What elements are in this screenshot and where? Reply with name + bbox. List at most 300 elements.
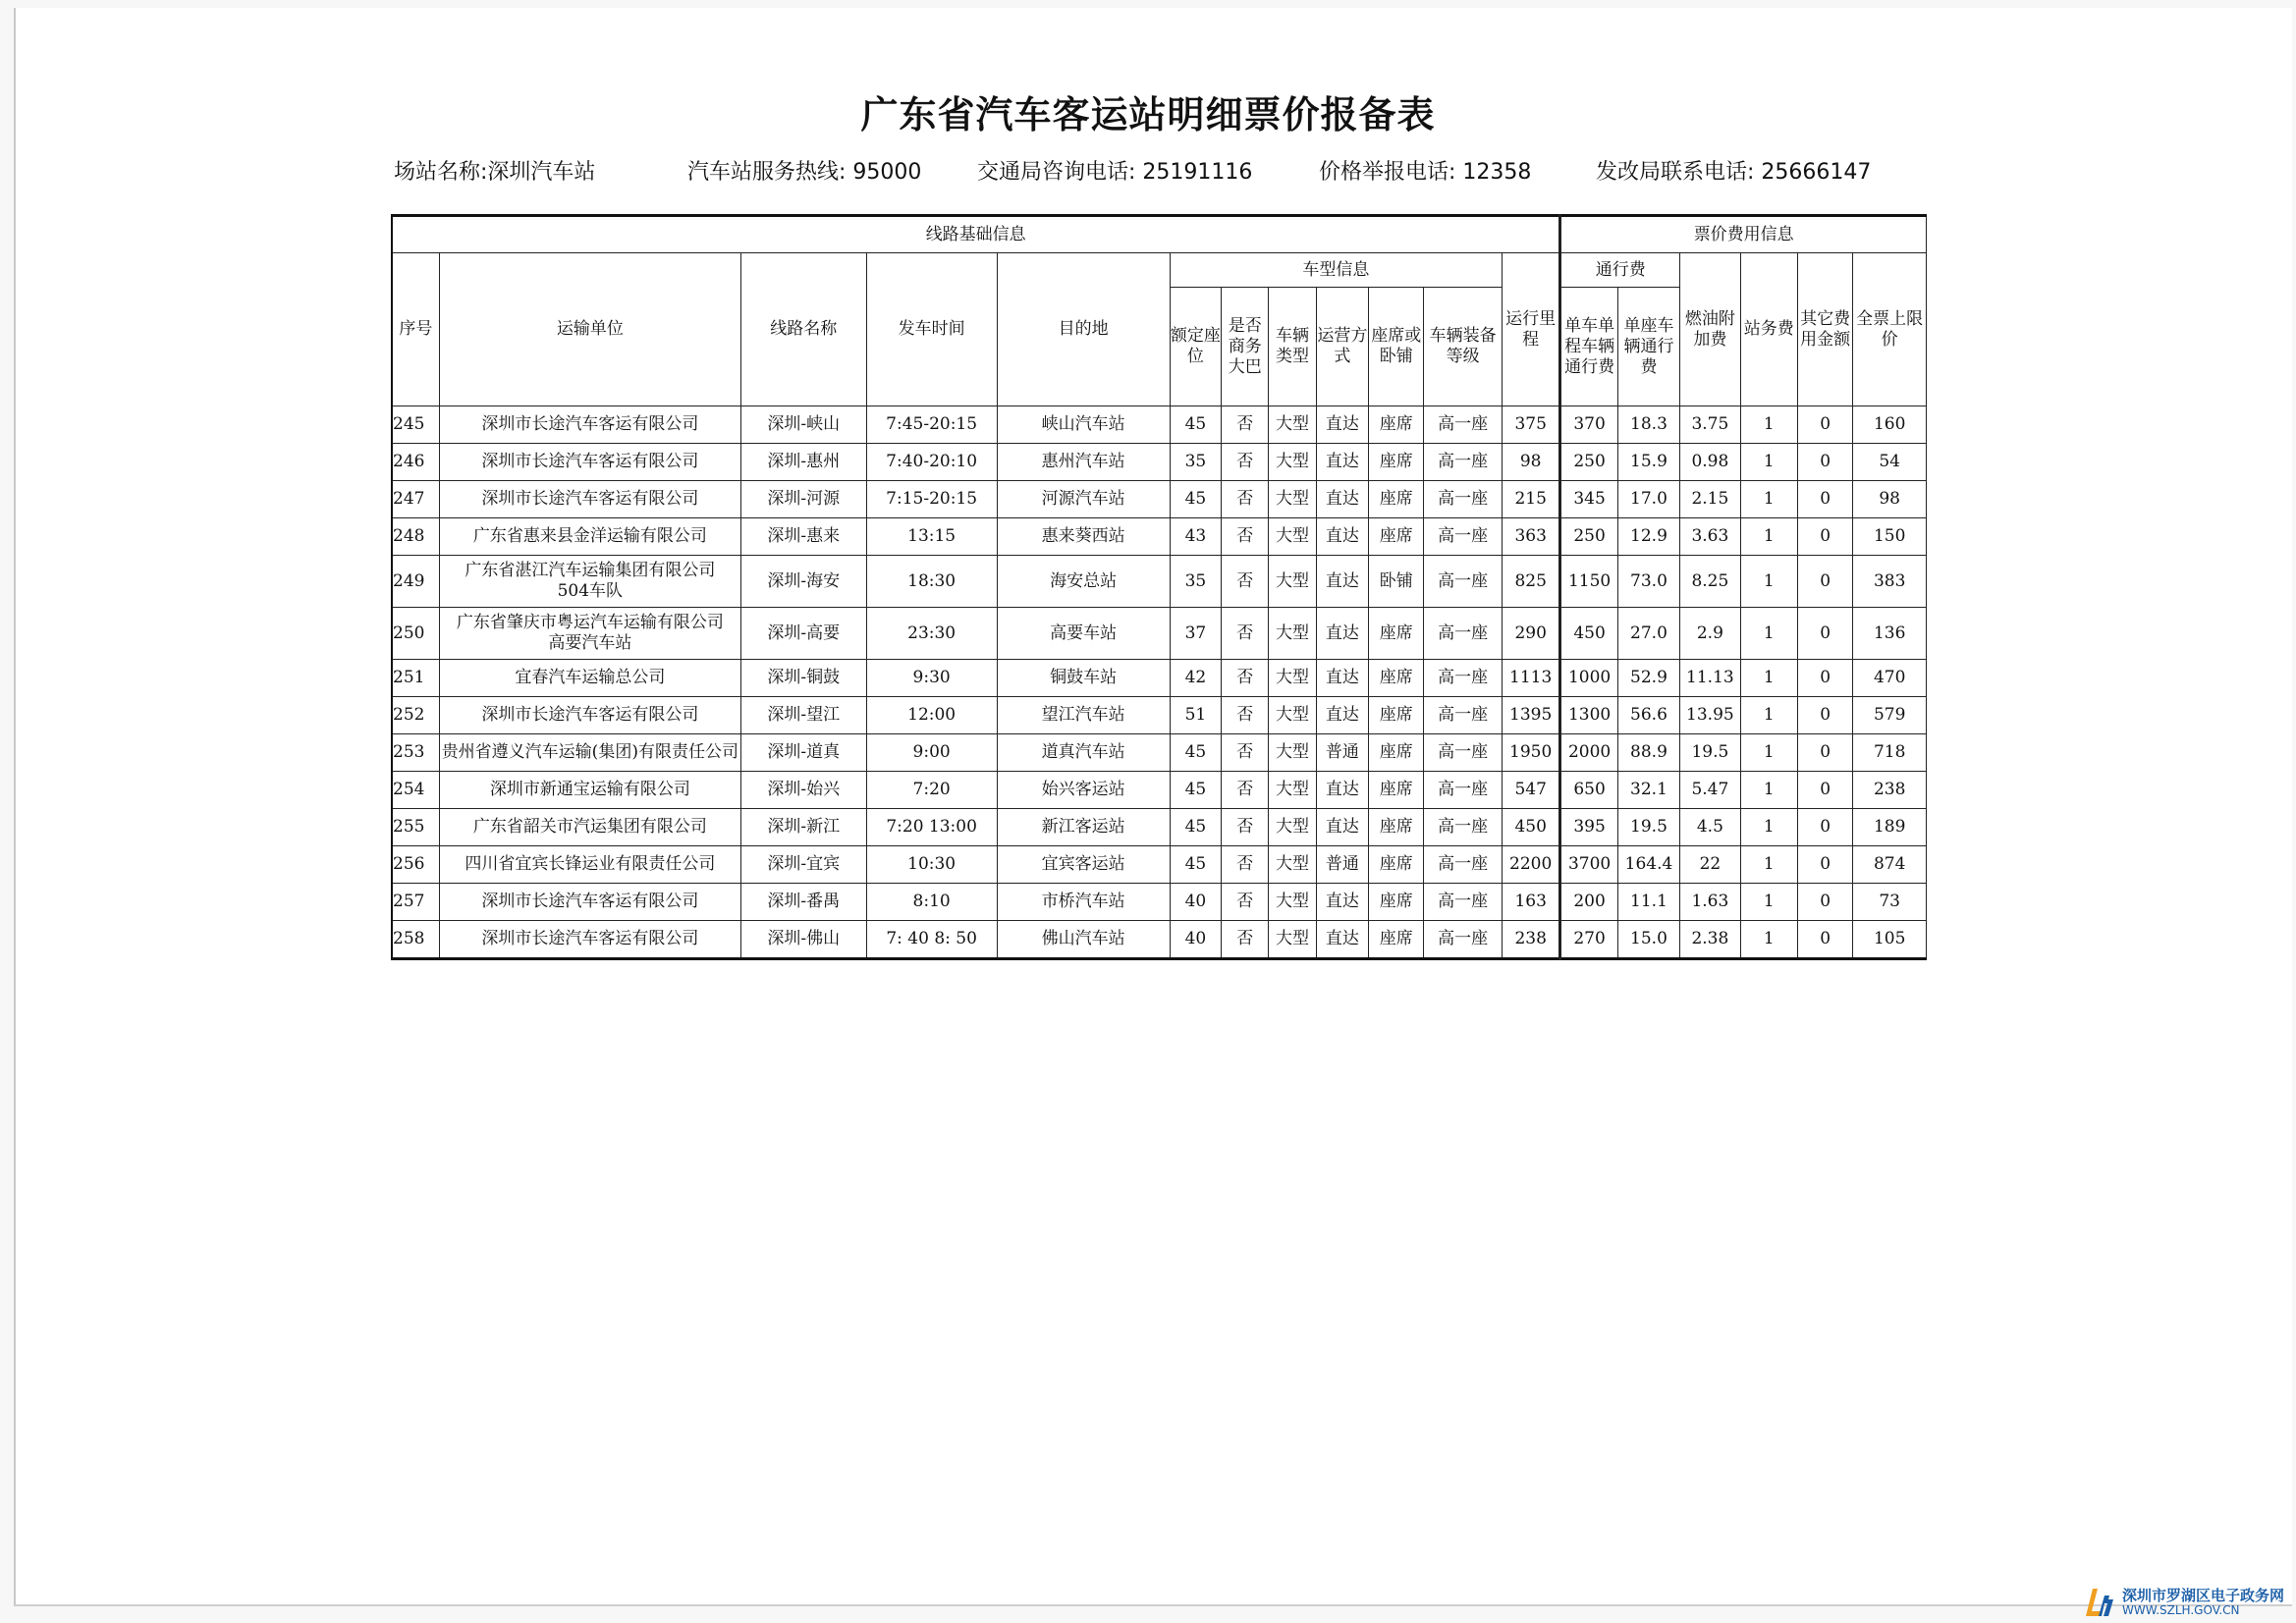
header-business-bus: 是否商务大巴 <box>1222 288 1269 406</box>
table-row <box>392 734 1927 772</box>
cell-operation-mode: 直达 <box>1316 406 1368 444</box>
cell-fuel-surcharge: 3.63 <box>1680 518 1740 556</box>
cell-rated-seats: 42 <box>1170 660 1221 697</box>
cell-vehicle-grade: 高一座 <box>1424 884 1503 921</box>
cell-depart-time: 7:20 13:00 <box>866 809 997 846</box>
header-single-vehicle-toll: 单车单程车辆通行费 <box>1560 288 1617 406</box>
cell-seat-or-sleeper: 座席 <box>1369 660 1424 697</box>
cell-mileage: 98 <box>1502 444 1559 481</box>
header-other-fees: 其它费用金额 <box>1797 253 1852 406</box>
cell-vehicle-grade: 高一座 <box>1424 406 1503 444</box>
header-vehicle-info: 车型信息 <box>1170 253 1502 288</box>
cell-vehicle-grade: 高一座 <box>1424 734 1503 772</box>
cell-operation-mode: 直达 <box>1316 608 1368 660</box>
cell-carrier: 深圳市新通宝运输有限公司 <box>439 772 740 809</box>
cell-destination: 新江客运站 <box>997 809 1170 846</box>
cell-mileage: 825 <box>1502 556 1559 608</box>
cell-business-bus: 否 <box>1222 660 1269 697</box>
cell-single-vehicle-toll: 1000 <box>1560 660 1617 697</box>
cell-other-fees: 0 <box>1797 697 1852 734</box>
cell-rated-seats: 35 <box>1170 556 1221 608</box>
cell-seq: 249 <box>392 556 439 608</box>
cell-business-bus: 否 <box>1222 406 1269 444</box>
cell-destination: 惠州汽车站 <box>997 444 1170 481</box>
cell-depart-time: 18:30 <box>866 556 997 608</box>
cell-route: 深圳-惠来 <box>740 518 866 556</box>
cell-destination: 市桥汽车站 <box>997 884 1170 921</box>
cell-rated-seats: 37 <box>1170 608 1221 660</box>
table-row <box>392 772 1927 809</box>
cell-carrier: 贵州省遵义汽车运输(集团)有限责任公司 <box>439 734 740 772</box>
header-seq: 序号 <box>392 253 439 406</box>
cell-depart-time: 9:00 <box>866 734 997 772</box>
cell-destination: 海安总站 <box>997 556 1170 608</box>
cell-operation-mode: 普通 <box>1316 734 1368 772</box>
table-row <box>392 809 1927 846</box>
cell-destination: 惠来葵西站 <box>997 518 1170 556</box>
table-row <box>392 697 1927 734</box>
cell-full-fare-cap: 54 <box>1853 444 1927 481</box>
cell-single-vehicle-toll: 450 <box>1560 608 1617 660</box>
cell-station-fee: 1 <box>1740 697 1797 734</box>
cell-other-fees: 0 <box>1797 406 1852 444</box>
cell-seq: 253 <box>392 734 439 772</box>
cell-operation-mode: 直达 <box>1316 660 1368 697</box>
cell-vehicle-type: 大型 <box>1269 697 1316 734</box>
cell-seat-or-sleeper: 座席 <box>1369 518 1424 556</box>
cell-vehicle-type: 大型 <box>1269 518 1316 556</box>
cell-fuel-surcharge: 8.25 <box>1680 556 1740 608</box>
cell-business-bus: 否 <box>1222 556 1269 608</box>
cell-seat-or-sleeper: 座席 <box>1369 809 1424 846</box>
cell-mileage: 547 <box>1502 772 1559 809</box>
table-row <box>392 921 1927 959</box>
cell-business-bus: 否 <box>1222 518 1269 556</box>
cell-seat-or-sleeper: 卧铺 <box>1369 556 1424 608</box>
cell-fuel-surcharge: 11.13 <box>1680 660 1740 697</box>
cell-operation-mode: 直达 <box>1316 921 1368 959</box>
cell-vehicle-type: 大型 <box>1269 406 1316 444</box>
table-row <box>392 846 1927 884</box>
cell-rated-seats: 40 <box>1170 884 1221 921</box>
cell-seq: 255 <box>392 809 439 846</box>
header-station-fee: 站务费 <box>1740 253 1797 406</box>
header-rated-seats: 额定座位 <box>1170 288 1221 406</box>
cell-route: 深圳-峡山 <box>740 406 866 444</box>
cell-mileage: 238 <box>1502 921 1559 959</box>
cell-mileage: 363 <box>1502 518 1559 556</box>
cell-station-fee: 1 <box>1740 406 1797 444</box>
cell-seq: 256 <box>392 846 439 884</box>
cell-vehicle-type: 大型 <box>1269 809 1316 846</box>
cell-carrier: 深圳市长途汽车客运有限公司 <box>439 444 740 481</box>
cell-other-fees: 0 <box>1797 734 1852 772</box>
lh-logo-icon <box>2083 1586 2116 1619</box>
cell-carrier: 深圳市长途汽车客运有限公司 <box>439 921 740 959</box>
cell-business-bus: 否 <box>1222 697 1269 734</box>
price-report-phone: 价格举报电话: 12358 <box>1319 160 1532 185</box>
cell-depart-time: 23:30 <box>866 608 997 660</box>
cell-single-vehicle-toll: 650 <box>1560 772 1617 809</box>
station-hotline: 汽车站服务热线: 95000 <box>687 160 922 185</box>
cell-mileage: 375 <box>1502 406 1559 444</box>
footer-logo <box>2083 1586 2284 1619</box>
cell-single-seat-toll: 19.5 <box>1617 809 1679 846</box>
header-toll: 通行费 <box>1560 253 1680 288</box>
header-vehicle-type: 车辆类型 <box>1269 288 1316 406</box>
cell-fuel-surcharge: 4.5 <box>1680 809 1740 846</box>
cell-depart-time: 7: 40 8: 50 <box>866 921 997 959</box>
carrier-line-1: 广东省肇庆市粤运汽车运输有限公司 <box>456 613 724 632</box>
table-row <box>392 406 1927 444</box>
fare-table <box>391 214 1927 960</box>
cell-other-fees: 0 <box>1797 481 1852 518</box>
cell-other-fees: 0 <box>1797 556 1852 608</box>
cell-seq: 254 <box>392 772 439 809</box>
cell-route: 深圳-惠州 <box>740 444 866 481</box>
cell-vehicle-type: 大型 <box>1269 608 1316 660</box>
cell-fuel-surcharge: 2.9 <box>1680 608 1740 660</box>
cell-mileage: 1113 <box>1502 660 1559 697</box>
table-row <box>392 660 1927 697</box>
footer-site-url: WWW.SZLH.GOV.CN <box>2121 1603 2240 1617</box>
table-row <box>392 481 1927 518</box>
cell-full-fare-cap: 470 <box>1853 660 1927 697</box>
cell-destination: 佛山汽车站 <box>997 921 1170 959</box>
cell-carrier: 深圳市长途汽车客运有限公司 <box>439 481 740 518</box>
cell-destination: 道真汽车站 <box>997 734 1170 772</box>
cell-seq: 245 <box>392 406 439 444</box>
cell-route: 深圳-海安 <box>740 556 866 608</box>
cell-other-fees: 0 <box>1797 608 1852 660</box>
cell-full-fare-cap: 73 <box>1853 884 1927 921</box>
cell-seat-or-sleeper: 座席 <box>1369 921 1424 959</box>
cell-depart-time: 13:15 <box>866 518 997 556</box>
cell-fuel-surcharge: 2.38 <box>1680 921 1740 959</box>
cell-full-fare-cap: 150 <box>1853 518 1927 556</box>
cell-business-bus: 否 <box>1222 846 1269 884</box>
cell-station-fee: 1 <box>1740 884 1797 921</box>
header-single-seat-toll: 单座车辆通行费 <box>1617 288 1679 406</box>
table-row <box>392 556 1927 608</box>
cell-route: 深圳-铜鼓 <box>740 660 866 697</box>
cell-single-seat-toll: 73.0 <box>1617 556 1679 608</box>
group-fee-info: 票价费用信息 <box>1560 216 1927 253</box>
cell-single-vehicle-toll: 3700 <box>1560 846 1617 884</box>
cell-operation-mode: 直达 <box>1316 444 1368 481</box>
cell-route: 深圳-宜宾 <box>740 846 866 884</box>
carrier-line-2: 504车队 <box>557 581 624 601</box>
cell-seq: 257 <box>392 884 439 921</box>
cell-vehicle-grade: 高一座 <box>1424 772 1503 809</box>
cell-operation-mode: 直达 <box>1316 772 1368 809</box>
cell-business-bus: 否 <box>1222 608 1269 660</box>
cell-mileage: 2200 <box>1502 846 1559 884</box>
cell-full-fare-cap: 238 <box>1853 772 1927 809</box>
cell-mileage: 450 <box>1502 809 1559 846</box>
cell-destination: 河源汽车站 <box>997 481 1170 518</box>
cell-vehicle-type: 大型 <box>1269 772 1316 809</box>
cell-rated-seats: 45 <box>1170 406 1221 444</box>
cell-seat-or-sleeper: 座席 <box>1369 734 1424 772</box>
cell-station-fee: 1 <box>1740 809 1797 846</box>
cell-single-seat-toll: 18.3 <box>1617 406 1679 444</box>
cell-vehicle-grade: 高一座 <box>1424 518 1503 556</box>
cell-seq: 258 <box>392 921 439 959</box>
cell-seq: 246 <box>392 444 439 481</box>
cell-mileage: 1950 <box>1502 734 1559 772</box>
cell-seq: 251 <box>392 660 439 697</box>
header-carrier: 运输单位 <box>439 253 740 406</box>
cell-mileage: 163 <box>1502 884 1559 921</box>
cell-vehicle-grade: 高一座 <box>1424 846 1503 884</box>
cell-carrier: 广东省韶关市汽运集团有限公司 <box>439 809 740 846</box>
cell-vehicle-grade: 高一座 <box>1424 809 1503 846</box>
cell-vehicle-grade: 高一座 <box>1424 444 1503 481</box>
cell-rated-seats: 45 <box>1170 481 1221 518</box>
cell-destination: 高要车站 <box>997 608 1170 660</box>
cell-carrier: 广东省惠来县金洋运输有限公司 <box>439 518 740 556</box>
cell-depart-time: 8:10 <box>866 884 997 921</box>
cell-route: 深圳-始兴 <box>740 772 866 809</box>
cell-seat-or-sleeper: 座席 <box>1369 846 1424 884</box>
cell-station-fee: 1 <box>1740 556 1797 608</box>
cell-route: 深圳-河源 <box>740 481 866 518</box>
cell-mileage: 215 <box>1502 481 1559 518</box>
cell-seat-or-sleeper: 座席 <box>1369 481 1424 518</box>
cell-route: 深圳-高要 <box>740 608 866 660</box>
footer-site-name: 深圳市罗湖区电子政务网 <box>2121 1587 2284 1604</box>
cell-seq: 247 <box>392 481 439 518</box>
cell-seq: 250 <box>392 608 439 660</box>
cell-other-fees: 0 <box>1797 772 1852 809</box>
cell-vehicle-type: 大型 <box>1269 660 1316 697</box>
cell-single-vehicle-toll: 250 <box>1560 444 1617 481</box>
carrier-line-1: 广东省湛江汽车运输集团有限公司 <box>465 561 716 580</box>
cell-operation-mode: 直达 <box>1316 809 1368 846</box>
cell-seq: 248 <box>392 518 439 556</box>
cell-rated-seats: 40 <box>1170 921 1221 959</box>
cell-station-fee: 1 <box>1740 734 1797 772</box>
cell-business-bus: 否 <box>1222 921 1269 959</box>
cell-full-fare-cap: 579 <box>1853 697 1927 734</box>
cell-single-seat-toll: 52.9 <box>1617 660 1679 697</box>
cell-route: 深圳-番禺 <box>740 884 866 921</box>
cell-station-fee: 1 <box>1740 772 1797 809</box>
cell-rated-seats: 45 <box>1170 809 1221 846</box>
cell-single-vehicle-toll: 1300 <box>1560 697 1617 734</box>
cell-vehicle-grade: 高一座 <box>1424 608 1503 660</box>
cell-vehicle-type: 大型 <box>1269 444 1316 481</box>
cell-seat-or-sleeper: 座席 <box>1369 608 1424 660</box>
cell-single-vehicle-toll: 1150 <box>1560 556 1617 608</box>
cell-route: 深圳-佛山 <box>740 921 866 959</box>
cell-business-bus: 否 <box>1222 884 1269 921</box>
cell-operation-mode: 直达 <box>1316 556 1368 608</box>
cell-vehicle-grade: 高一座 <box>1424 556 1503 608</box>
cell-vehicle-type: 大型 <box>1269 556 1316 608</box>
cell-single-seat-toll: 17.0 <box>1617 481 1679 518</box>
cell-vehicle-type: 大型 <box>1269 884 1316 921</box>
cell-single-vehicle-toll: 250 <box>1560 518 1617 556</box>
cell-fuel-surcharge: 19.5 <box>1680 734 1740 772</box>
cell-full-fare-cap: 105 <box>1853 921 1927 959</box>
cell-single-vehicle-toll: 395 <box>1560 809 1617 846</box>
cell-business-bus: 否 <box>1222 734 1269 772</box>
cell-destination: 始兴客运站 <box>997 772 1170 809</box>
cell-depart-time: 12:00 <box>866 697 997 734</box>
transport-bureau-phone: 交通局咨询电话: 25191116 <box>977 160 1253 185</box>
header-depart-time: 发车时间 <box>866 253 997 406</box>
cell-fuel-surcharge: 2.15 <box>1680 481 1740 518</box>
cell-single-seat-toll: 15.0 <box>1617 921 1679 959</box>
cell-single-seat-toll: 88.9 <box>1617 734 1679 772</box>
cell-full-fare-cap: 136 <box>1853 608 1927 660</box>
cell-rated-seats: 45 <box>1170 772 1221 809</box>
header-seat-or-sleeper: 座席或卧铺 <box>1369 288 1424 406</box>
table-row <box>392 884 1927 921</box>
cell-rated-seats: 45 <box>1170 734 1221 772</box>
cell-rated-seats: 51 <box>1170 697 1221 734</box>
cell-seat-or-sleeper: 座席 <box>1369 406 1424 444</box>
cell-depart-time: 7:45-20:15 <box>866 406 997 444</box>
cell-single-seat-toll: 32.1 <box>1617 772 1679 809</box>
cell-route: 深圳-道真 <box>740 734 866 772</box>
cell-destination: 宜宾客运站 <box>997 846 1170 884</box>
cell-depart-time: 7:40-20:10 <box>866 444 997 481</box>
cell-destination: 峡山汽车站 <box>997 406 1170 444</box>
cell-fuel-surcharge: 3.75 <box>1680 406 1740 444</box>
cell-vehicle-grade: 高一座 <box>1424 921 1503 959</box>
cell-fuel-surcharge: 1.63 <box>1680 884 1740 921</box>
table-row <box>392 518 1927 556</box>
cell-station-fee: 1 <box>1740 481 1797 518</box>
station-name: 场站名称:深圳汽车站 <box>394 160 596 185</box>
header-destination: 目的地 <box>997 253 1170 406</box>
cell-fuel-surcharge: 22 <box>1680 846 1740 884</box>
cell-single-seat-toll: 11.1 <box>1617 884 1679 921</box>
cell-station-fee: 1 <box>1740 921 1797 959</box>
cell-seat-or-sleeper: 座席 <box>1369 772 1424 809</box>
drc-contact-phone: 发改局联系电话: 25666147 <box>1596 160 1872 185</box>
cell-other-fees: 0 <box>1797 518 1852 556</box>
cell-depart-time: 10:30 <box>866 846 997 884</box>
table-row <box>392 444 1927 481</box>
cell-single-seat-toll: 27.0 <box>1617 608 1679 660</box>
table-row <box>392 608 1927 660</box>
cell-station-fee: 1 <box>1740 518 1797 556</box>
cell-business-bus: 否 <box>1222 444 1269 481</box>
cell-carrier: 四川省宜宾长锋运业有限责任公司 <box>439 846 740 884</box>
cell-rated-seats: 45 <box>1170 846 1221 884</box>
cell-business-bus: 否 <box>1222 809 1269 846</box>
cell-fuel-surcharge: 13.95 <box>1680 697 1740 734</box>
cell-other-fees: 0 <box>1797 884 1852 921</box>
cell-carrier: 深圳市长途汽车客运有限公司 <box>439 884 740 921</box>
cell-fuel-surcharge: 5.47 <box>1680 772 1740 809</box>
page-title: 广东省汽车客运站明细票价报备表 <box>860 93 1436 136</box>
header-full-fare-cap: 全票上限价 <box>1853 253 1927 406</box>
cell-destination: 望江汽车站 <box>997 697 1170 734</box>
header-operation-mode: 运营方式 <box>1316 288 1368 406</box>
cell-vehicle-type: 大型 <box>1269 734 1316 772</box>
cell-full-fare-cap: 874 <box>1853 846 1927 884</box>
cell-rated-seats: 35 <box>1170 444 1221 481</box>
cell-destination: 铜鼓车站 <box>997 660 1170 697</box>
cell-operation-mode: 直达 <box>1316 697 1368 734</box>
cell-station-fee: 1 <box>1740 660 1797 697</box>
cell-station-fee: 1 <box>1740 444 1797 481</box>
cell-fuel-surcharge: 0.98 <box>1680 444 1740 481</box>
cell-full-fare-cap: 383 <box>1853 556 1927 608</box>
cell-station-fee: 1 <box>1740 608 1797 660</box>
cell-operation-mode: 普通 <box>1316 846 1368 884</box>
cell-vehicle-type: 大型 <box>1269 846 1316 884</box>
cell-single-vehicle-toll: 370 <box>1560 406 1617 444</box>
cell-depart-time: 7:20 <box>866 772 997 809</box>
cell-vehicle-grade: 高一座 <box>1424 481 1503 518</box>
header-vehicle-grade: 车辆装备等级 <box>1424 288 1503 406</box>
cell-other-fees: 0 <box>1797 444 1852 481</box>
cell-single-seat-toll: 12.9 <box>1617 518 1679 556</box>
header-mileage: 运行里程 <box>1502 253 1559 406</box>
cell-full-fare-cap: 189 <box>1853 809 1927 846</box>
cell-depart-time: 7:15-20:15 <box>866 481 997 518</box>
cell-other-fees: 0 <box>1797 921 1852 959</box>
cell-other-fees: 0 <box>1797 846 1852 884</box>
cell-carrier: 深圳市长途汽车客运有限公司 <box>439 406 740 444</box>
cell-station-fee: 1 <box>1740 846 1797 884</box>
cell-seat-or-sleeper: 座席 <box>1369 444 1424 481</box>
cell-depart-time: 9:30 <box>866 660 997 697</box>
cell-full-fare-cap: 718 <box>1853 734 1927 772</box>
cell-single-seat-toll: 15.9 <box>1617 444 1679 481</box>
cell-other-fees: 0 <box>1797 809 1852 846</box>
cell-full-fare-cap: 160 <box>1853 406 1927 444</box>
cell-carrier <box>439 556 740 608</box>
cell-operation-mode: 直达 <box>1316 481 1368 518</box>
cell-single-seat-toll: 56.6 <box>1617 697 1679 734</box>
header-route-name: 线路名称 <box>740 253 866 406</box>
cell-carrier <box>439 608 740 660</box>
cell-vehicle-type: 大型 <box>1269 481 1316 518</box>
cell-vehicle-grade: 高一座 <box>1424 660 1503 697</box>
cell-mileage: 290 <box>1502 608 1559 660</box>
cell-seq: 252 <box>392 697 439 734</box>
header-fuel-surcharge: 燃油附加费 <box>1680 253 1740 406</box>
cell-carrier: 宜春汽车运输总公司 <box>439 660 740 697</box>
cell-single-vehicle-toll: 345 <box>1560 481 1617 518</box>
cell-carrier: 深圳市长途汽车客运有限公司 <box>439 697 740 734</box>
cell-seat-or-sleeper: 座席 <box>1369 697 1424 734</box>
cell-business-bus: 否 <box>1222 772 1269 809</box>
cell-seat-or-sleeper: 座席 <box>1369 884 1424 921</box>
cell-single-vehicle-toll: 2000 <box>1560 734 1617 772</box>
carrier-line-2: 高要汽车站 <box>548 633 632 653</box>
group-route-info: 线路基础信息 <box>392 216 1560 253</box>
cell-other-fees: 0 <box>1797 660 1852 697</box>
cell-business-bus: 否 <box>1222 481 1269 518</box>
cell-vehicle-grade: 高一座 <box>1424 697 1503 734</box>
cell-route: 深圳-新江 <box>740 809 866 846</box>
cell-full-fare-cap: 98 <box>1853 481 1927 518</box>
cell-single-vehicle-toll: 270 <box>1560 921 1617 959</box>
cell-single-vehicle-toll: 200 <box>1560 884 1617 921</box>
cell-operation-mode: 直达 <box>1316 518 1368 556</box>
cell-vehicle-type: 大型 <box>1269 921 1316 959</box>
cell-operation-mode: 直达 <box>1316 884 1368 921</box>
cell-route: 深圳-望江 <box>740 697 866 734</box>
